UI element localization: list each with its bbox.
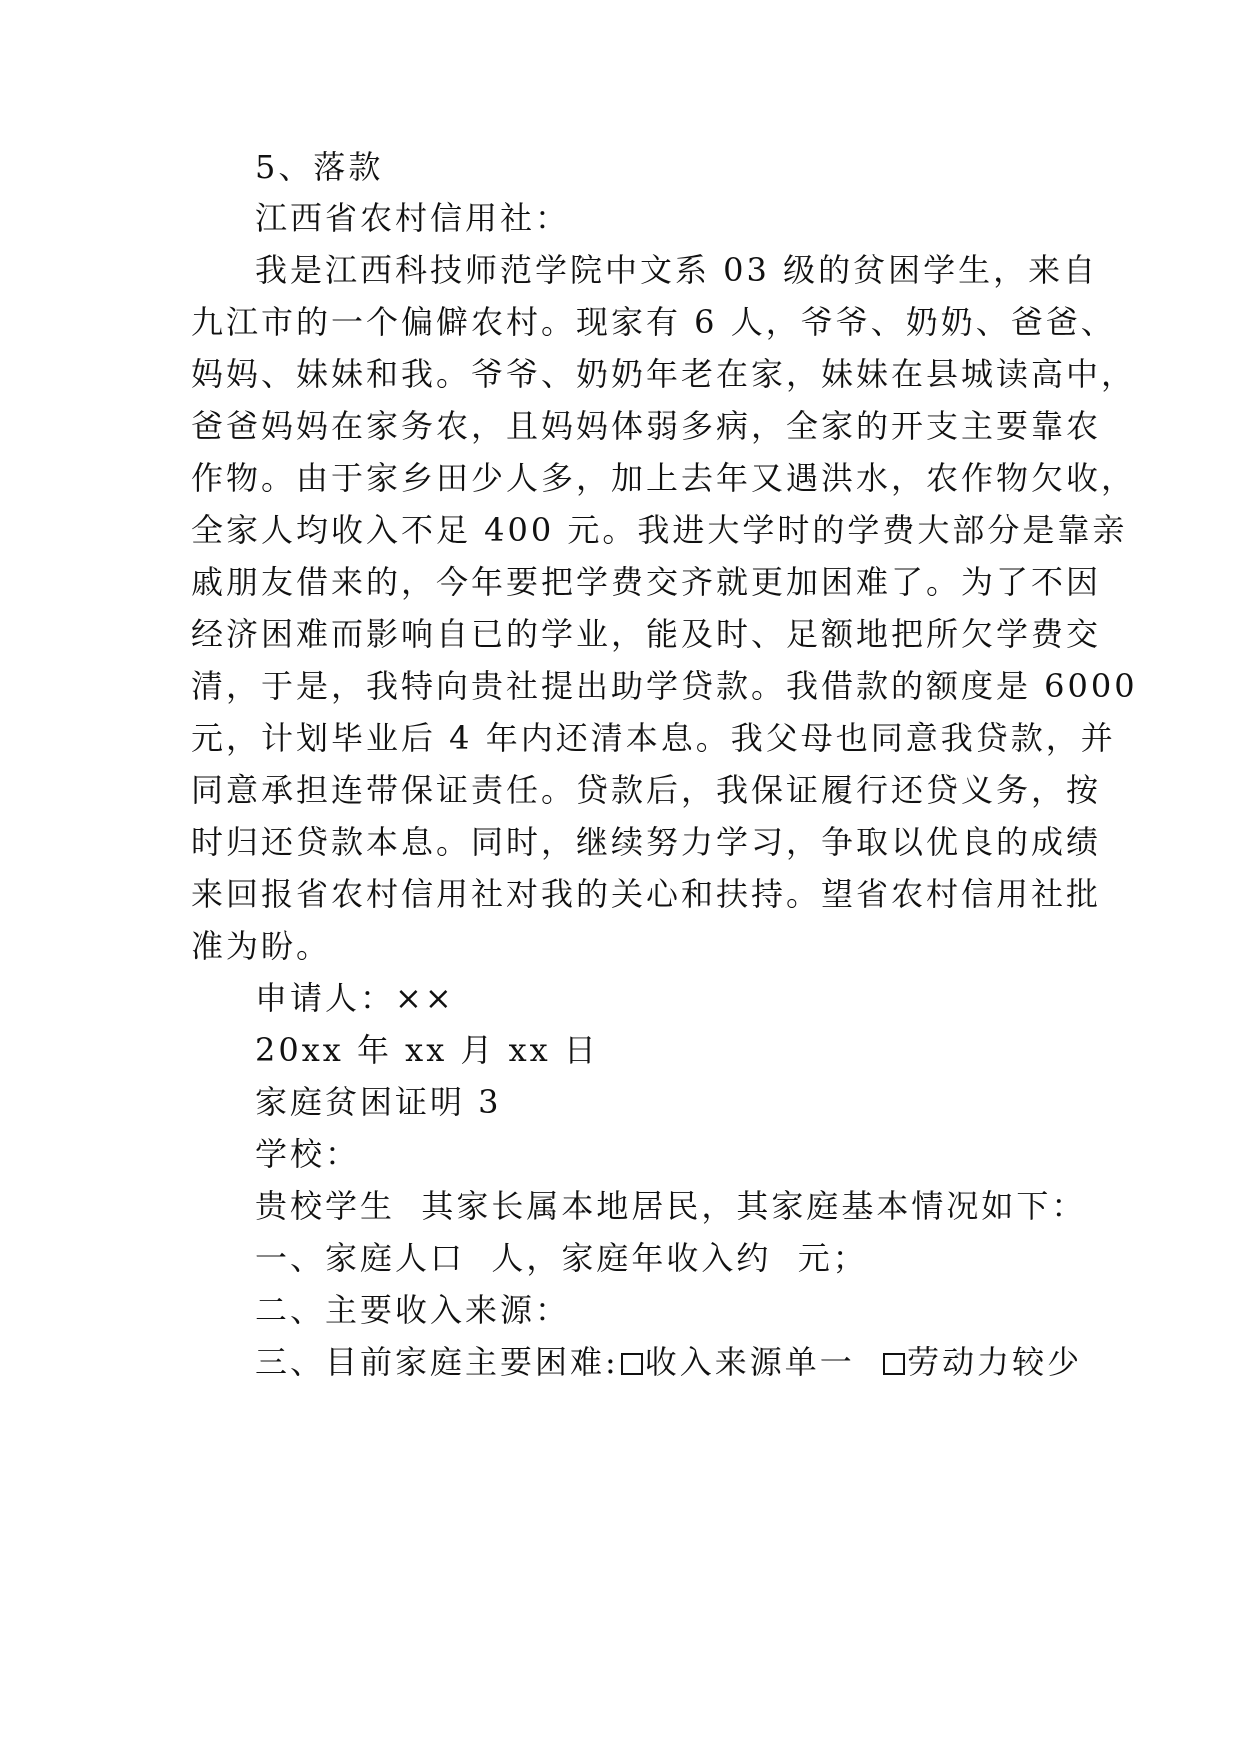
applicant-signature: 申请人：×× <box>255 979 455 1017</box>
certificate-item-3 <box>255 1333 1115 1391</box>
certificate-item-3-prefix: 三、目前家庭主要困难: <box>255 1343 619 1381</box>
certificate-intro: 贵校学生 其家长属本地居民，其家庭基本情况如下： <box>255 1187 1087 1225</box>
letter-paragraph-line: 作物。由于家乡田少人多，加上去年又遇洪水，农作物欠收， <box>191 459 1137 497</box>
letter-paragraph-line: 妈妈、妹妹和我。爷爷、奶奶年老在家，妹妹在县城读高中， <box>191 355 1137 393</box>
letter-paragraph-line: 全家人均收入不足 400 元。我进大学时的学费大部分是靠亲 <box>191 511 1128 549</box>
letter-date: 20xx 年 xx 月 xx 日 <box>255 1031 599 1069</box>
section-title: 5、落款 <box>255 148 384 186</box>
school-salutation: 学校： <box>255 1135 361 1173</box>
letter-paragraph-line: 戚朋友借来的，今年要把学费交齐就更加困难了。为了不因 <box>191 563 1102 601</box>
letter-paragraph-line: 来回报省农村信用社对我的关心和扶持。望省农村信用社批 <box>191 875 1102 913</box>
letter-paragraph-line: 九江市的一个偏僻农村。现家有 6 人，爷爷、奶奶、爸爸、 <box>191 303 1116 341</box>
letter-paragraph-line: 爸爸妈妈在家务农，且妈妈体弱多病，全家的开支主要靠农 <box>191 407 1102 445</box>
letter-paragraph-line: 时归还贷款本息。同时，继续努力学习，争取以优良的成绩 <box>191 823 1102 861</box>
checkbox-label-single-income: 收入来源单一 <box>644 1343 855 1381</box>
letter-salutation: 江西省农村信用社： <box>255 199 571 237</box>
checkbox-single-income[interactable] <box>621 1353 643 1375</box>
letter-paragraph-line: 同意承担连带保证责任。贷款后，我保证履行还贷义务，按 <box>191 771 1102 809</box>
letter-paragraph-line: 元，计划毕业后 4 年内还清本息。我父母也同意我贷款，并 <box>191 719 1116 757</box>
certificate-item-2: 二、主要收入来源： <box>255 1291 571 1329</box>
checkbox-label-less-labor: 劳动力较少 <box>907 1343 1083 1381</box>
checkbox-less-labor[interactable] <box>883 1353 905 1375</box>
letter-paragraph-line: 准为盼。 <box>191 927 332 965</box>
certificate-item-1: 一、家庭人口 人，家庭年收入约 元； <box>255 1239 868 1277</box>
letter-paragraph-line: 经济困难而影响自已的学业，能及时、足额地把所欠学费交 <box>191 615 1102 653</box>
letter-paragraph-line: 我是江西科技师范学院中文系 03 级的贫困学生，来自 <box>255 251 1099 289</box>
certificate-title: 家庭贫困证明 3 <box>255 1083 502 1121</box>
letter-paragraph-line: 清，于是，我特向贵社提出助学贷款。我借款的额度是 6000 <box>191 667 1138 705</box>
